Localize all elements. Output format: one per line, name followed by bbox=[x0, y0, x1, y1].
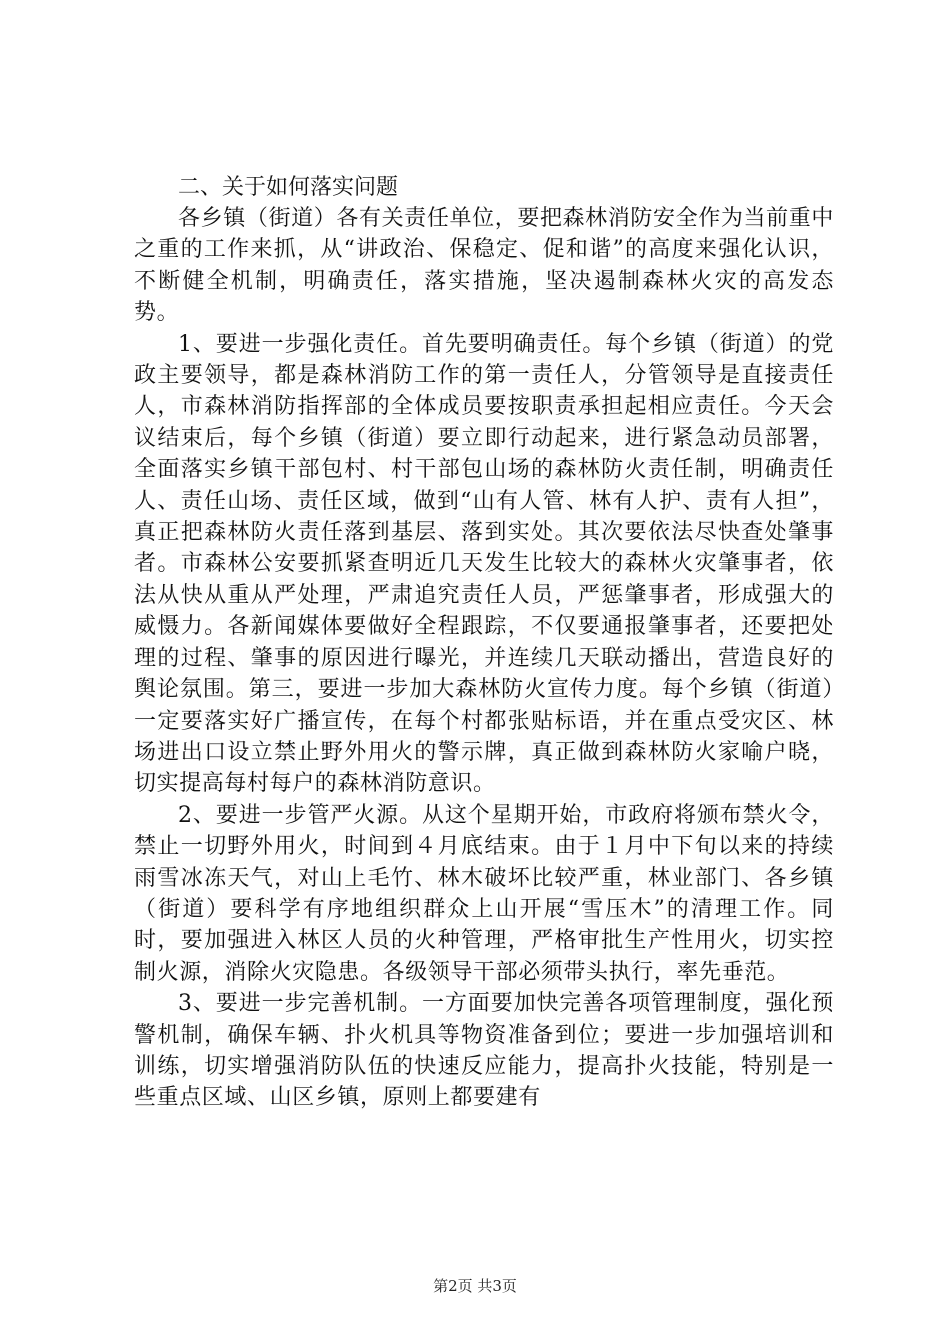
paragraph-item-3: 3、要进一步完善机制。一方面要加快完善各项管理制度，强化预警机制，确保车辆、扑火机具等物资准备到位；要进一步加强培训和训练，切实增强消防队伍的快速反应能力，提高扑火技能，特别是一些重点区域、山区乡镇，原则上都要建有 bbox=[134, 991, 834, 1111]
document-body bbox=[134, 172, 834, 1114]
page-number-current: 第2页 bbox=[433, 1277, 473, 1295]
section-heading: 二、关于如何落实问题 bbox=[178, 175, 399, 200]
paragraph-intro: 各乡镇（街道）各有关责任单位，要把森林消防安全作为当前重中之重的工作来抓，从“讲政治、保稳定、促和谐”的高度来强化认识，不断健全机制，明确责任，落实措施，坚决遏制森林火灾的高发态势。 bbox=[134, 206, 834, 326]
paragraph-item-2: 2、要进一步管严火源。从这个星期开始，市政府将颁布禁火令，禁止一切野外用火，时间到４月底结束。由于１月中下旬以来的持续雨雪冰冻天气，对山上毛竹、林木破坏比较严重，林业部门、各乡镇（街道）要科学有序地组织群众上山开展“雪压木”的清理工作。同时，要加强进入林区人员的火种管理，严格审批生产性用火，切实控制火源，消除火灾隐患。各级领导干部必须带头执行，率先垂范。 bbox=[134, 802, 834, 985]
page-footer bbox=[0, 1276, 950, 1296]
page-number-total: 共3页 bbox=[477, 1277, 517, 1295]
paragraph-item-1: 1、要进一步强化责任。首先要明确责任。每个乡镇（街道）的党政主要领导，都是森林消防工作的第一责任人，分管领导是直接责任人，市森林消防指挥部的全体成员要按职责承担起相应责任。今天会议结束后，每个乡镇（街道）要立即行动起来，进行紧急动员部署，全面落实乡镇干部包村、村干部包山场的森林防火责任制，明确责任人、责任山场、责任区域，做到“山有人管、林有人护、责有人担”，真正把森林防火责任落到基层、落到实处。其次要依法尽快查处肇事者。市森林公安要抓紧查明近几天发生比较大的森林火灾肇事者，依法从快从重从严处理，严肃追究责任人员，严惩肇事者，形成强大的威慑力。各新闻媒体要做好全程跟踪，不仅要通报肇事者，还要把处理的过程、肇事的原因进行曝光，并连续几天联动播出，营造良好的舆论氛围。第三，要进一步加大森林防火宣传力度。每个乡镇（街道）一定要落实好广播宣传，在每个村都张贴标语，并在重点受灾区、林场进出口设立禁止野外用火的警示牌，真正做到森林防火家喻户晓，切实提高每村每户的森林消防意识。 bbox=[134, 331, 834, 797]
